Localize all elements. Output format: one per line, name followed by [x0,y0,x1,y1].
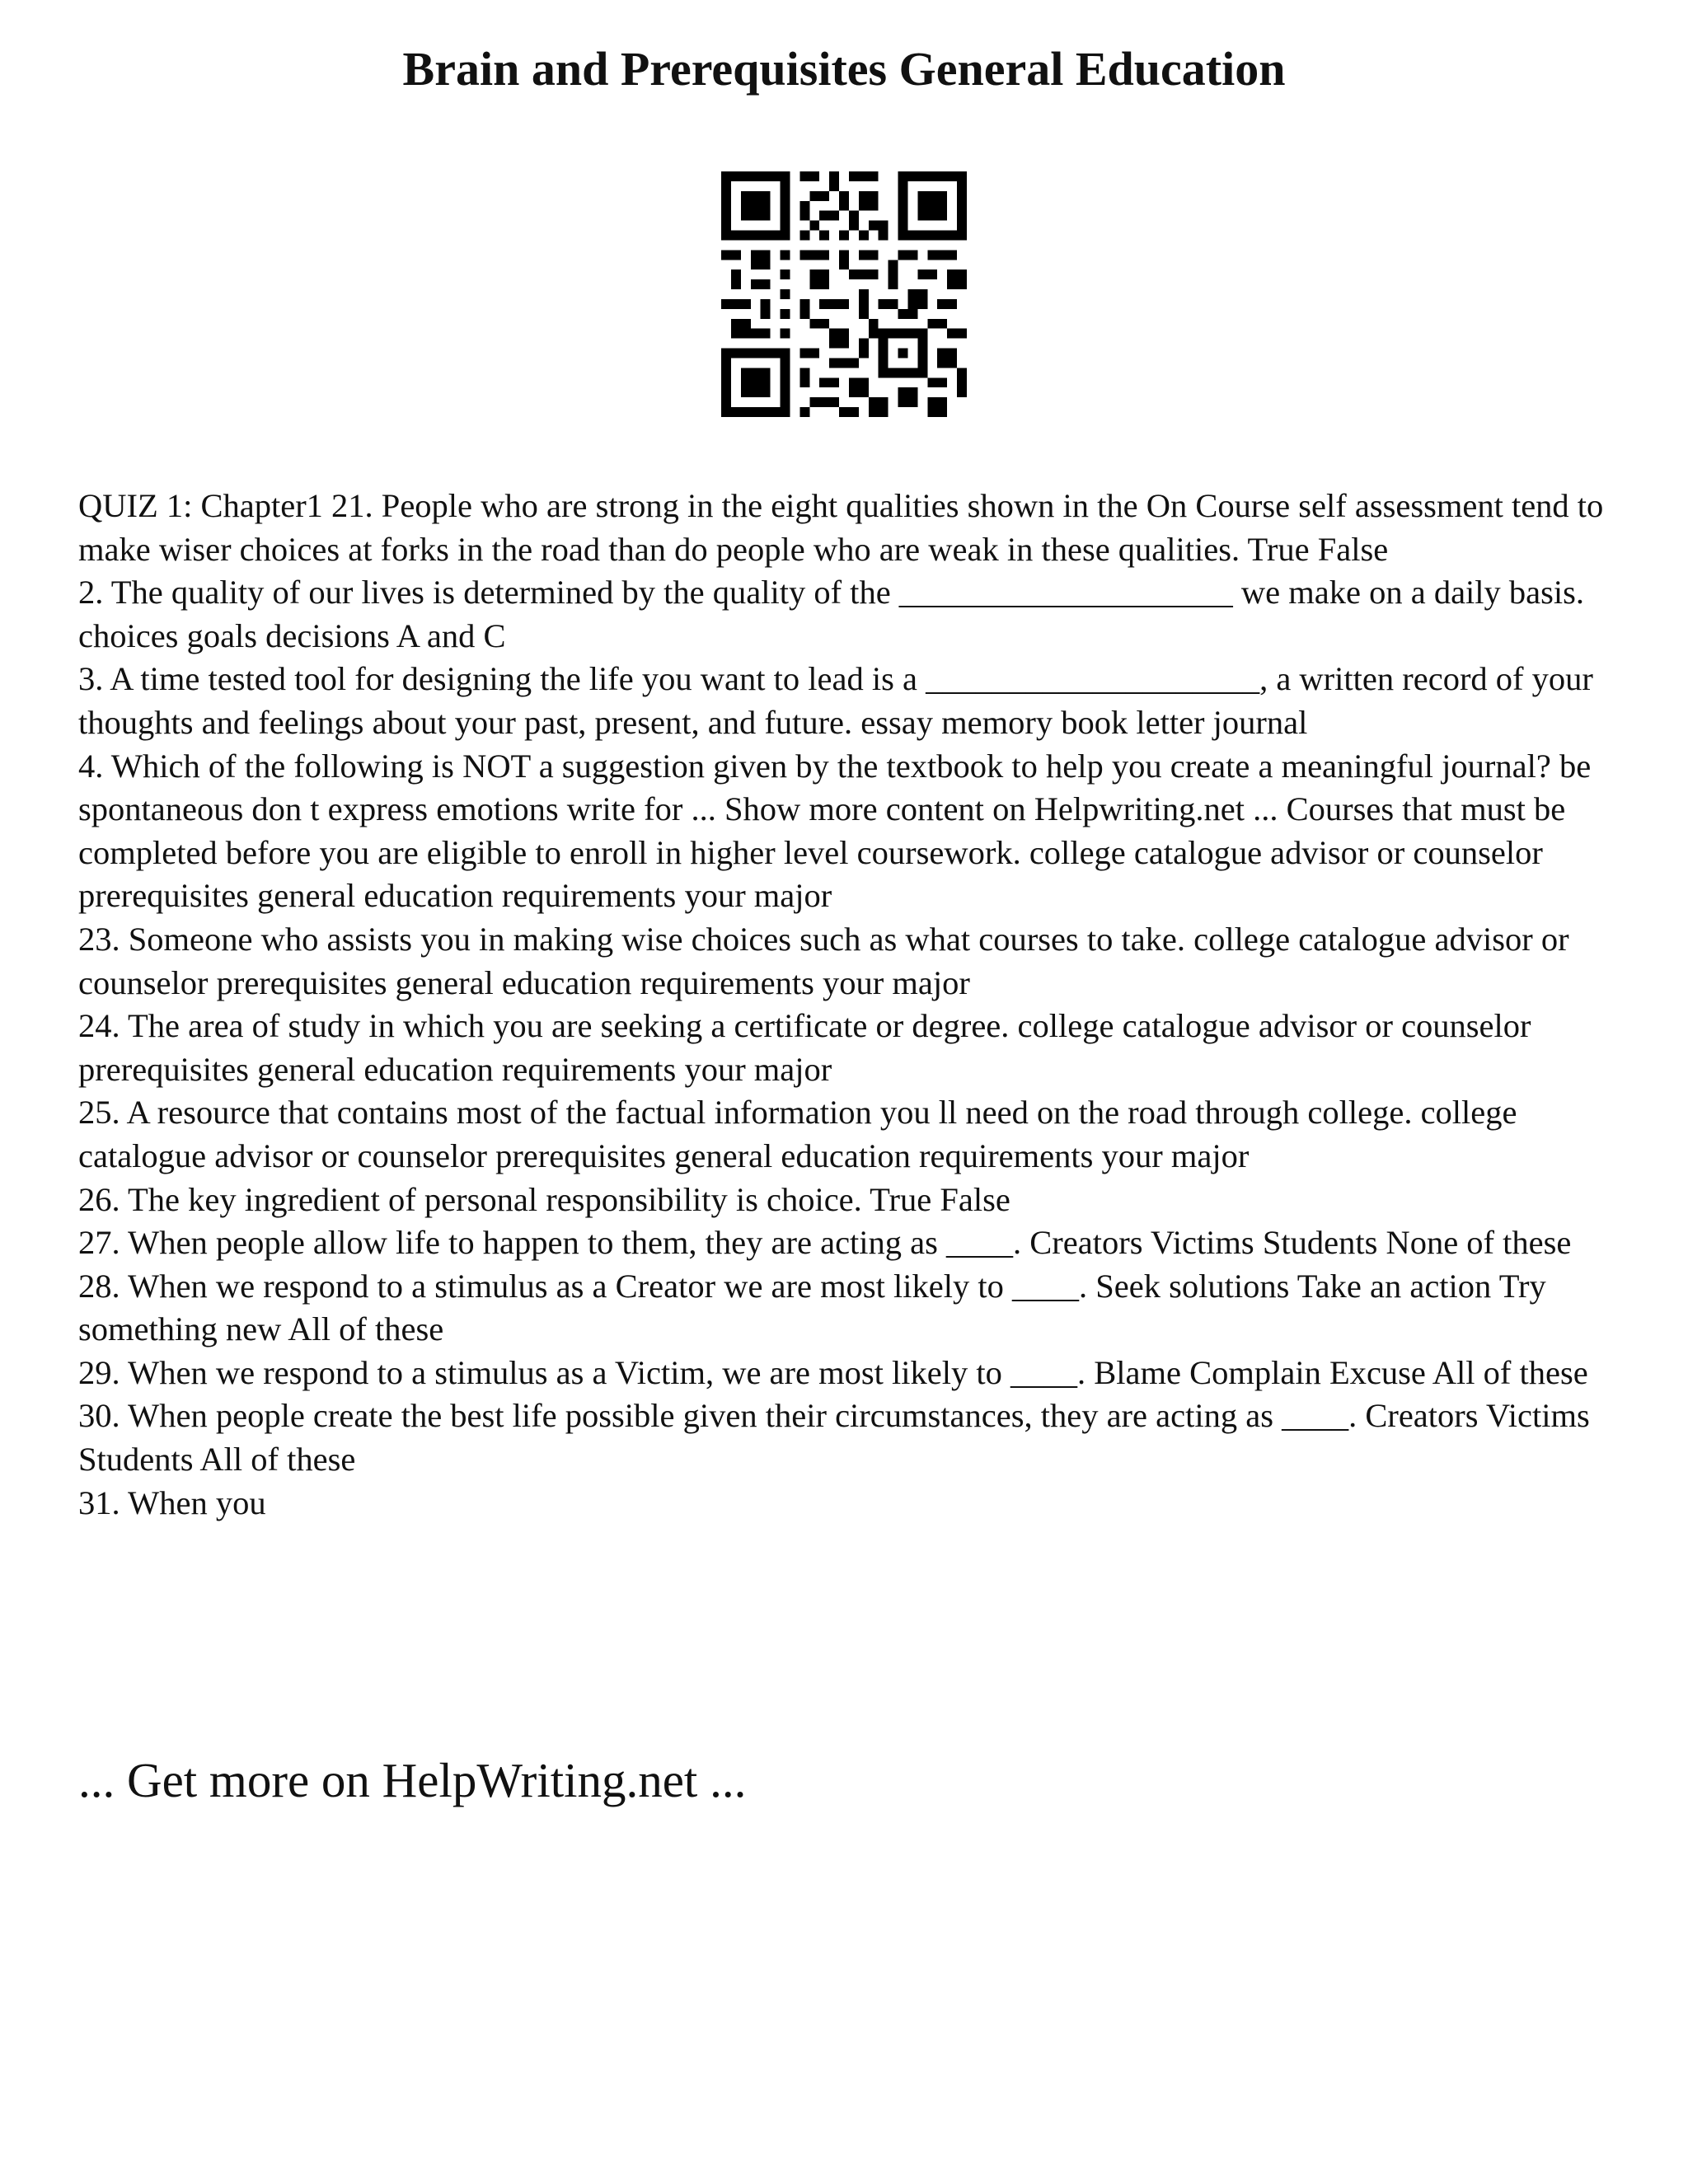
get-more-link[interactable]: ... Get more on HelpWriting.net ... [78,1753,747,1807]
paragraph: 24. The area of study in which you are seeking a certificate or degree. college catalogue advisor or counselor prerequisites general education requirements your major [78,1007,1531,1088]
paragraph: 2. The quality of our lives is determined by the quality of the ____________________ we make on a daily basis. choices goals decisions A and C [78,574,1585,654]
document-title: Brain and Prerequisites General Education [402,42,1286,96]
paragraph: 23. Someone who assists you in making wise choices such as what courses to take. college catalogue advisor or counselor prerequisites general education requirements your major [78,920,1569,1001]
paragraph: 26. The key ingredient of personal responsibility is choice. True False [78,1180,1010,1218]
paragraph: 25. A resource that contains most of the factual information you ll need on the road through college. college catalogue advisor or counselor prerequisites general education requirements your major [78,1094,1517,1174]
quiz-content [78,485,1620,1525]
paragraph: 28. When we respond to a stimulus as a Creator we are most likely to ____. Seek solutions Take an action Try something new All of these [78,1267,1546,1348]
qr-code-icon [721,171,967,417]
paragraph: 3. A time tested tool for designing the life you want to lead is a ____________________, a written record of your thoughts and feelings about your past, present, and future. essay memory book letter journal [78,660,1593,741]
paragraph: 29. When we respond to a stimulus as a Victim, we are most likely to ____. Blame Complain Excuse All of these [78,1353,1588,1391]
paragraph: 30. When people create the best life possible given their circumstances, they are acting as ____. Creators Victims Students All of these [78,1397,1590,1479]
paragraph: 31. When you [78,1483,266,1521]
paragraph: QUIZ 1: Chapter1 21. People who are strong in the eight qualities shown in the On Course self assessment tend to make wiser choices at forks in the road than do people who are weak in these qualities. True False [78,487,1604,568]
paragraph: 4. Which of the following is NOT a suggestion given by the textbook to help you create a meaningful journal? be spontaneous don t express emotions write for ... Show more content on Helpwriting.net ... Courses that must be completed before you are eligible to enroll in higher level coursework. college catalogue advisor or counselor prerequisites general education requirements your major [78,747,1592,915]
paragraph: 27. When people allow life to happen to them, they are acting as ____. Creators Victims Students None of these [78,1224,1572,1262]
